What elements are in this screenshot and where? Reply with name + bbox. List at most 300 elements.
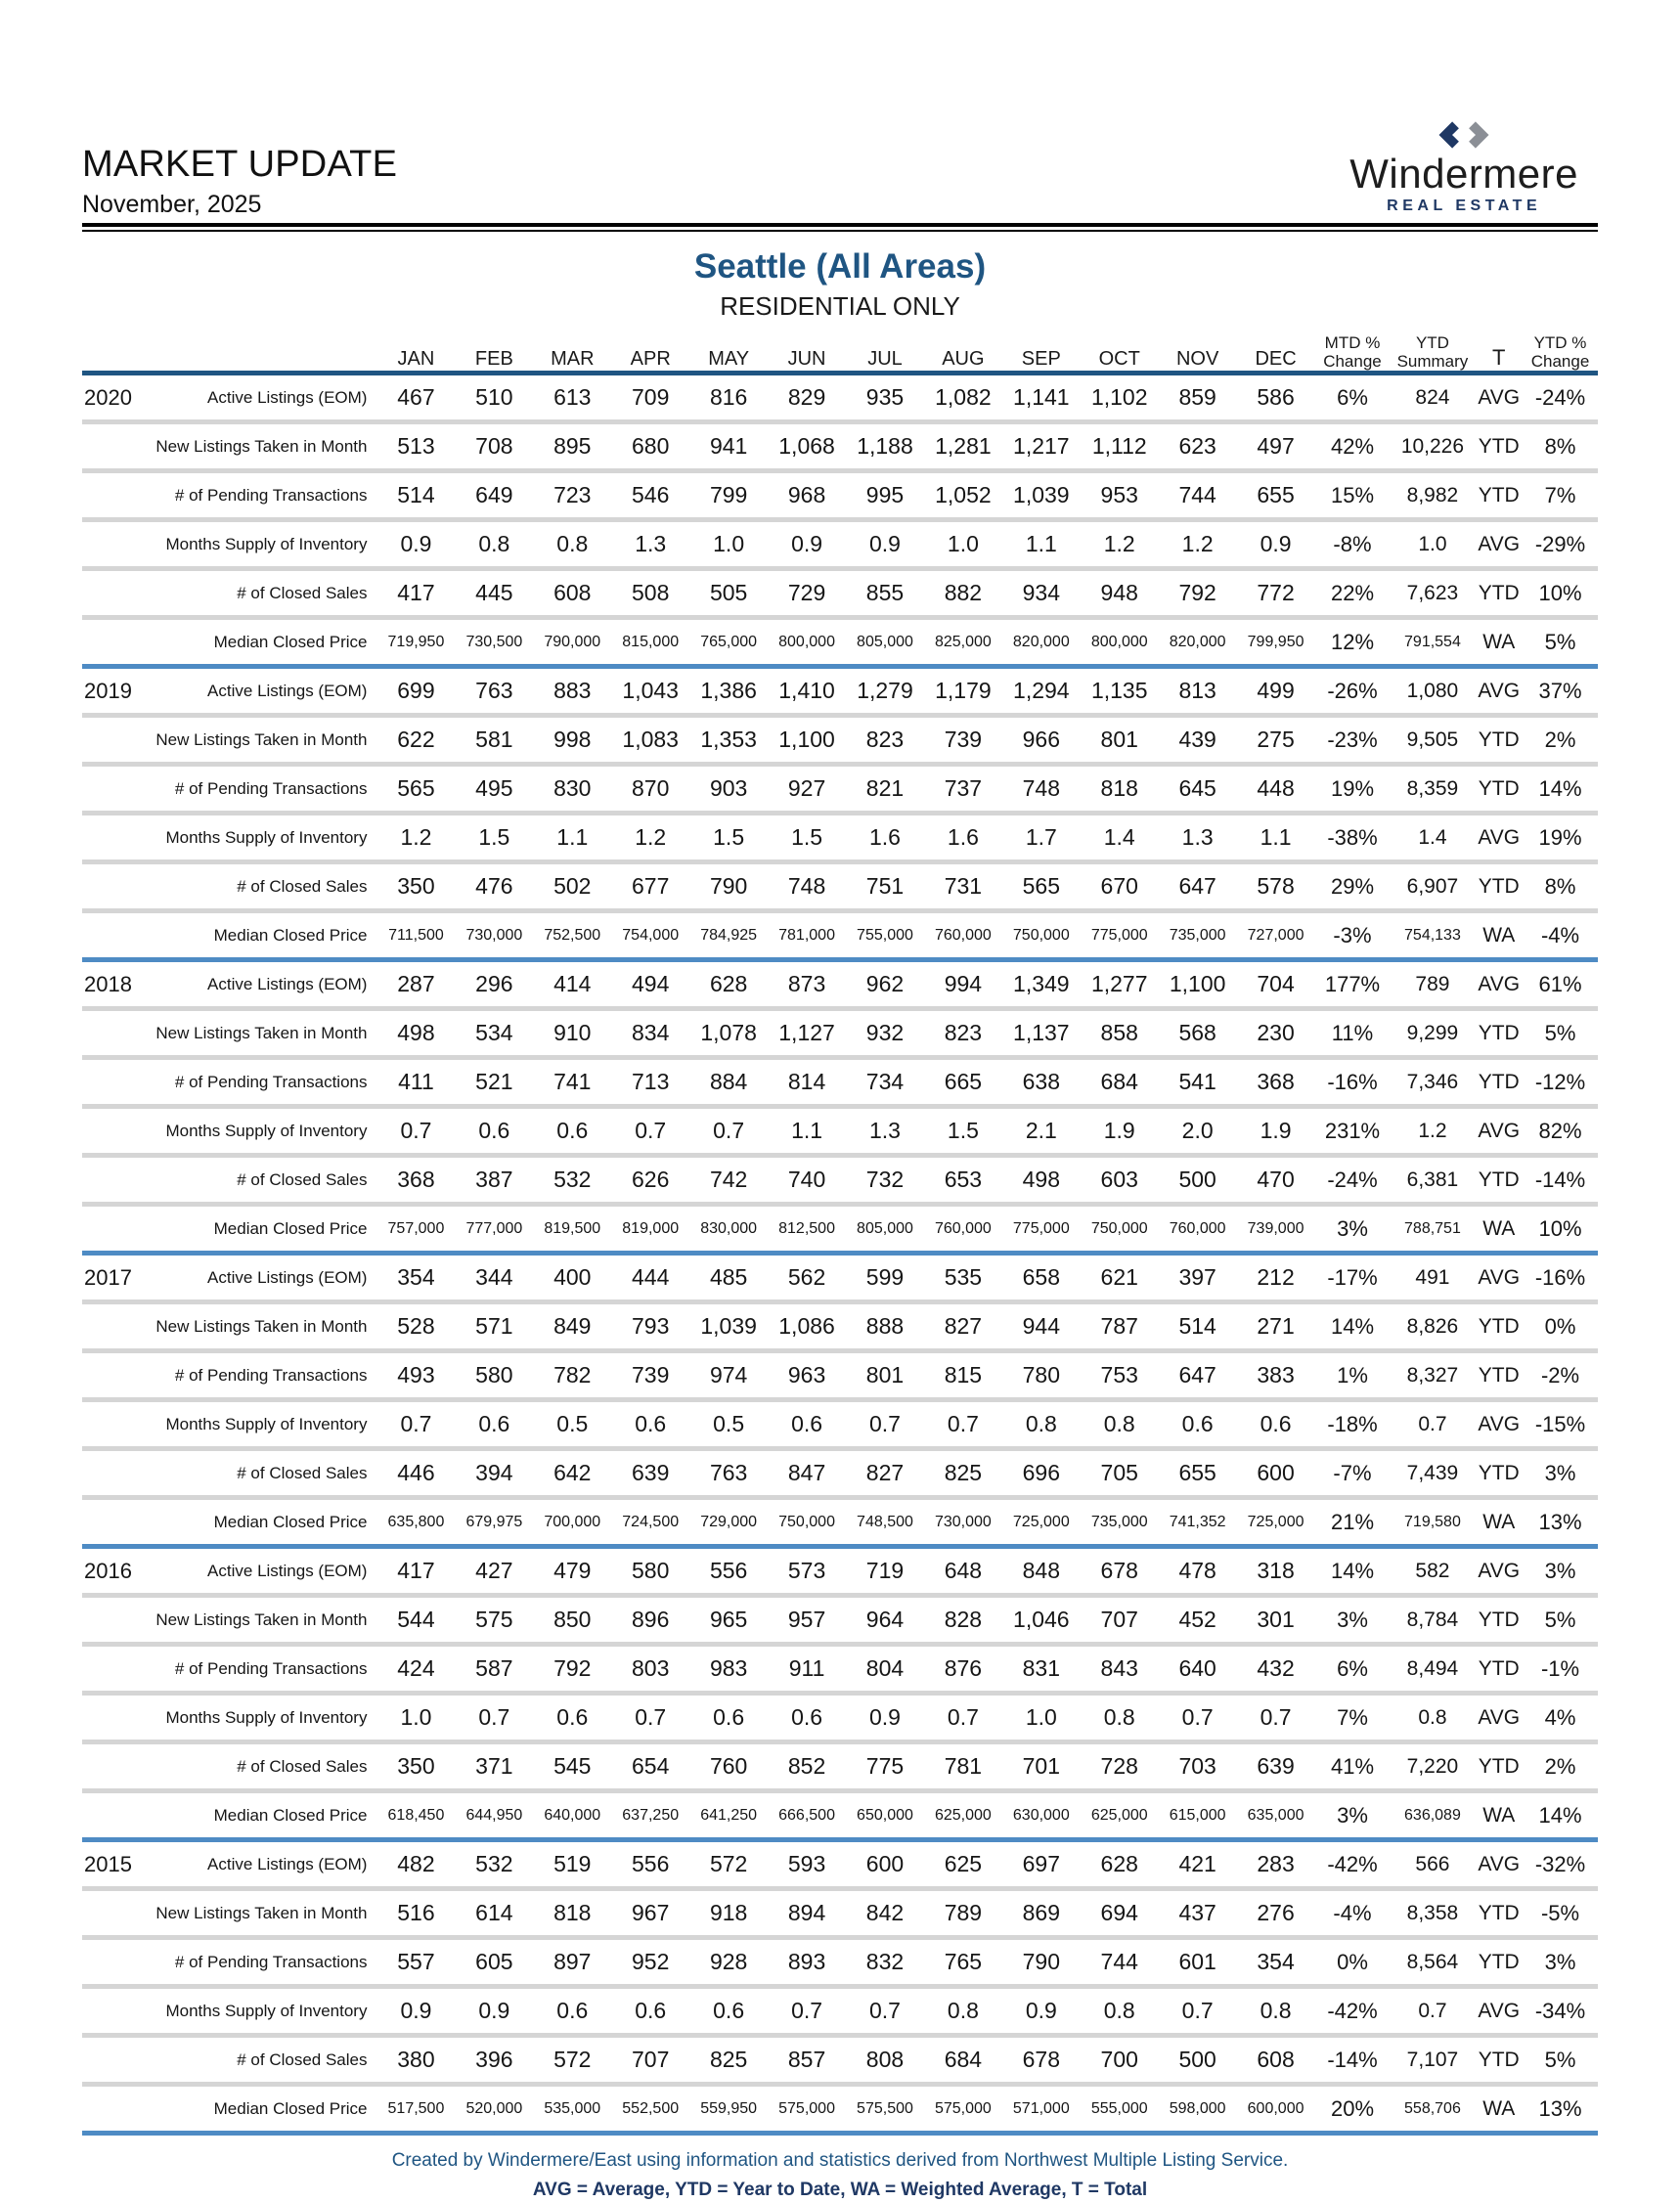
cell-jun: 0.6: [791, 1411, 823, 1437]
cell-may: 641,250: [700, 1806, 758, 1824]
cell-may: 765,000: [700, 633, 758, 650]
cell-oct: 744: [1100, 1949, 1138, 1975]
year-label-empty: [82, 1598, 140, 1642]
cell-jul: 932: [865, 1020, 905, 1046]
cell-sep: 630,000: [1012, 1806, 1070, 1824]
cell-aug: 1,082: [935, 384, 992, 411]
cell-oct: 1,102: [1090, 384, 1148, 411]
cell-aug: 0.7: [947, 1411, 979, 1437]
metric-label: Months Supply of Inventory: [165, 1414, 368, 1433]
metric-label: # of Pending Transactions: [174, 1658, 368, 1678]
cell-nov: 647: [1178, 1362, 1216, 1388]
cell-t: YTD: [1478, 1656, 1520, 1680]
cell-nov: 478: [1178, 1558, 1216, 1584]
cell-jul: 832: [865, 1949, 905, 1975]
cell-nov: 0.7: [1181, 1998, 1214, 2024]
header-title-group: [82, 146, 397, 217]
metric-label: Median Closed Price: [213, 1512, 368, 1531]
cell-feb: 521: [475, 1069, 513, 1095]
cell-t: YTD: [1478, 1950, 1520, 1973]
col-header-month-mar: MAR: [551, 348, 595, 371]
cell-apr: 815,000: [622, 633, 680, 650]
cell-dec: 799,950: [1247, 633, 1304, 650]
header-divider: [82, 223, 1598, 232]
cell-oct: 670: [1100, 873, 1138, 900]
cell-t: YTD: [1478, 874, 1520, 898]
table-row: [82, 1500, 1598, 1544]
cell-aug: 648: [944, 1558, 983, 1584]
table-row: [82, 1989, 1598, 2033]
cell-mar: 479: [553, 1558, 592, 1584]
metric-label: New Listings Taken in Month: [155, 436, 368, 456]
metric-label: # of Pending Transactions: [174, 485, 368, 505]
cell-mtd-change: 15%: [1330, 482, 1375, 507]
cell-jan: 446: [397, 1460, 435, 1486]
year-label-empty: [82, 1989, 140, 2033]
cell-aug: 1,179: [935, 678, 992, 704]
footer-source-note: Created by Windermere/East using information and statistics derived from Northwest Multiple Listing Service.: [391, 2150, 1289, 2172]
cell-mar: 572: [553, 2047, 592, 2073]
cell-aug: 876: [944, 1655, 983, 1682]
footer-legend: AVG = Average, YTD = Year to Date, WA = Weighted Average, T = Total: [532, 2179, 1148, 2200]
cell-sep: 658: [1022, 1264, 1060, 1291]
cell-dec: 578: [1257, 873, 1295, 900]
cell-jan: 354: [397, 1264, 435, 1291]
cell-nov: 601: [1178, 1949, 1216, 1975]
metric-label: # of Pending Transactions: [174, 1952, 368, 1971]
year-label-empty: [82, 1060, 140, 1104]
table-row: [82, 473, 1598, 517]
cell-aug: 737: [944, 775, 983, 802]
cell-t: AVG: [1478, 1999, 1521, 2022]
cell-apr: 1,083: [622, 727, 679, 753]
cell-feb: 730,500: [465, 633, 523, 650]
cell-jan: 565: [397, 775, 435, 802]
cell-jul: 599: [865, 1264, 905, 1291]
cell-ytd-summary: 491: [1415, 1265, 1450, 1289]
cell-t: AVG: [1478, 1119, 1521, 1142]
cell-ytd-summary: 8,494: [1406, 1656, 1459, 1680]
cell-dec: 499: [1257, 678, 1295, 704]
cell-jun: 873: [787, 971, 826, 997]
cell-mtd-change: -26%: [1327, 678, 1378, 703]
cell-mar: 998: [553, 727, 592, 753]
cell-dec: 0.9: [1260, 531, 1292, 557]
table-row: [82, 2038, 1598, 2082]
cell-oct: 1.2: [1103, 531, 1135, 557]
cell-nov: 0.7: [1181, 1704, 1214, 1731]
cell-sep: 697: [1022, 1851, 1060, 1877]
cell-apr: 494: [632, 971, 670, 997]
cell-oct: 775,000: [1090, 926, 1148, 944]
year-label-empty: [82, 1304, 140, 1348]
cell-jun: 894: [787, 1900, 826, 1926]
cell-jan: 411: [398, 1069, 434, 1095]
cell-may: 974: [709, 1362, 748, 1388]
cell-nov: 439: [1178, 727, 1216, 753]
cell-aug: 765: [944, 1949, 983, 1975]
table-row: [82, 669, 1598, 713]
cell-nov: 744: [1178, 482, 1216, 508]
cell-apr: 793: [632, 1313, 670, 1340]
cell-mar: 640,000: [544, 1806, 601, 1824]
cell-feb: 730,000: [465, 926, 523, 944]
table-body: [82, 375, 1598, 2136]
cell-oct: 1,277: [1090, 971, 1148, 997]
metric-label: Median Closed Price: [213, 2098, 368, 2118]
cell-t: YTD: [1478, 434, 1520, 458]
cell-sep: 498: [1022, 1167, 1060, 1193]
cell-jun: 927: [787, 775, 826, 802]
cell-jul: 827: [865, 1460, 905, 1486]
cell-apr: 626: [632, 1167, 670, 1193]
brand-name: Windermere: [1349, 151, 1578, 197]
col-header-year: [82, 333, 140, 371]
cell-ytd-summary: 1.0: [1418, 532, 1447, 555]
cell-jun: 857: [787, 2047, 826, 2073]
brand-tagline: REAL ESTATE: [1387, 198, 1542, 214]
cell-dec: 383: [1257, 1362, 1295, 1388]
cell-feb: 510: [475, 384, 513, 411]
table-row: [82, 1304, 1598, 1348]
cell-jul: 964: [865, 1607, 905, 1633]
table-row: [82, 1402, 1598, 1446]
cell-feb: 679,975: [465, 1513, 523, 1530]
cell-jan: 0.7: [400, 1411, 432, 1437]
table-row: [82, 1060, 1598, 1104]
year-separator: [82, 2131, 1598, 2136]
cell-may: 0.6: [713, 1998, 745, 2024]
cell-t: WA: [1482, 1216, 1516, 1240]
cell-oct: 625,000: [1090, 1806, 1148, 1824]
cell-jul: 801: [865, 1362, 905, 1388]
cell-jun: 740: [787, 1167, 826, 1193]
cell-mtd-change: -7%: [1333, 1460, 1372, 1485]
cell-mtd-change: 19%: [1330, 775, 1375, 801]
cell-oct: 1.4: [1103, 824, 1135, 851]
cell-feb: 581: [475, 727, 513, 753]
metric-label: Median Closed Price: [213, 925, 368, 945]
cell-sep: 571,000: [1012, 2099, 1070, 2117]
table-row: [82, 522, 1598, 566]
cell-t: AVG: [1478, 825, 1521, 849]
cell-aug: 823: [944, 1020, 983, 1046]
year-label-empty: [82, 1109, 140, 1153]
cell-aug: 730,000: [934, 1513, 992, 1530]
cell-sep: 869: [1022, 1900, 1060, 1926]
cell-ytd-change: 14%: [1538, 1802, 1582, 1828]
cell-dec: 318: [1257, 1558, 1295, 1584]
cell-ytd-change: 3%: [1544, 1949, 1576, 1974]
cell-oct: 700: [1100, 2047, 1138, 2073]
cell-oct: 728: [1100, 1753, 1138, 1780]
cell-sep: 944: [1022, 1313, 1060, 1340]
year-label-empty: [82, 473, 140, 517]
cell-jan: 711,500: [388, 926, 444, 944]
table-row: [82, 1793, 1598, 1837]
cell-ytd-change: 8%: [1544, 433, 1576, 459]
cell-sep: 966: [1022, 727, 1060, 753]
cell-nov: 437: [1178, 1900, 1216, 1926]
cell-jun: 812,500: [778, 1219, 835, 1237]
table-row: [82, 1940, 1598, 1984]
table-row: [82, 913, 1598, 957]
year-label-empty: [82, 1353, 140, 1397]
cell-jun: 968: [787, 482, 826, 508]
cell-t: AVG: [1478, 385, 1521, 409]
cell-may: 983: [709, 1655, 748, 1682]
cell-t: YTD: [1478, 1314, 1520, 1338]
cell-aug: 825,000: [934, 633, 992, 650]
col-header-ytd-change: YTD % Change: [1530, 333, 1590, 372]
cell-oct: 1.9: [1103, 1118, 1135, 1144]
table-row: [82, 1549, 1598, 1593]
cell-ytd-summary: 6,381: [1406, 1168, 1459, 1191]
cell-nov: 1.2: [1181, 531, 1214, 557]
cell-dec: 635,000: [1247, 1806, 1304, 1824]
cell-dec: 283: [1257, 1851, 1295, 1877]
cell-jul: 842: [865, 1900, 905, 1926]
cell-may: 556: [709, 1558, 748, 1584]
cell-nov: 640: [1178, 1655, 1216, 1682]
cell-sep: 696: [1022, 1460, 1060, 1486]
table-row: [82, 1647, 1598, 1691]
cell-feb: 614: [475, 1900, 513, 1926]
cell-may: 0.5: [713, 1411, 745, 1437]
year-label-empty: [82, 424, 140, 468]
cell-mar: 897: [553, 1949, 592, 1975]
cell-feb: 396: [475, 2047, 513, 2073]
cell-sep: 1.7: [1025, 824, 1057, 851]
cell-apr: 713: [632, 1069, 670, 1095]
cell-aug: 731: [944, 873, 983, 900]
year-label-empty: [82, 1158, 140, 1202]
cell-ytd-change: 14%: [1538, 775, 1582, 801]
cell-mar: 819,500: [544, 1219, 601, 1237]
cell-dec: 608: [1257, 2047, 1295, 2073]
cell-t: YTD: [1478, 1168, 1520, 1191]
cell-nov: 2.0: [1181, 1118, 1214, 1144]
cell-jan: 557: [397, 1949, 435, 1975]
cell-ytd-summary: 8,784: [1406, 1608, 1459, 1631]
cell-feb: 708: [475, 433, 513, 460]
cell-aug: 684: [944, 2047, 983, 2073]
metric-label: # of Closed Sales: [237, 1169, 368, 1189]
cell-feb: 0.9: [478, 1998, 510, 2024]
cell-ytd-change: 3%: [1544, 1558, 1576, 1583]
metric-label: Active Listings (EOM): [207, 1854, 368, 1873]
year-label-empty: [82, 1744, 140, 1788]
year-label-empty: [82, 1207, 140, 1251]
cell-jul: 600: [865, 1851, 905, 1877]
cell-sep: 780: [1022, 1362, 1060, 1388]
cell-sep: 1,046: [1013, 1607, 1070, 1633]
cell-t: YTD: [1478, 2048, 1520, 2071]
cell-apr: 967: [632, 1900, 670, 1926]
cell-oct: 953: [1100, 482, 1138, 508]
cell-mar: 850: [553, 1607, 592, 1633]
cell-ytd-summary: 8,327: [1406, 1363, 1459, 1387]
cell-mtd-change: -14%: [1327, 2047, 1378, 2072]
cell-ytd-summary: 7,439: [1406, 1461, 1459, 1484]
cell-may: 965: [709, 1607, 748, 1633]
metric-label: Active Listings (EOM): [207, 681, 368, 700]
cell-ytd-change: 10%: [1538, 580, 1582, 605]
cell-nov: 452: [1178, 1607, 1216, 1633]
cell-jul: 0.7: [868, 1998, 901, 2024]
cell-feb: 532: [475, 1851, 513, 1877]
cell-mar: 910: [553, 1020, 592, 1046]
cell-t: WA: [1482, 2096, 1516, 2120]
cell-ytd-summary: 566: [1415, 1852, 1450, 1875]
cell-t: YTD: [1478, 776, 1520, 800]
col-header-metric: [140, 333, 377, 371]
cell-jun: 893: [787, 1949, 826, 1975]
cell-apr: 896: [632, 1607, 670, 1633]
cell-jan: 757,000: [387, 1219, 445, 1237]
cell-ytd-summary: 8,564: [1406, 1950, 1459, 1973]
cell-feb: 777,000: [465, 1219, 523, 1237]
cell-jul: 751: [865, 873, 905, 900]
cell-jun: 666,500: [778, 1806, 835, 1824]
cell-feb: 571: [475, 1313, 513, 1340]
cell-may: 559,950: [700, 2099, 758, 2117]
metric-label: # of Closed Sales: [237, 1756, 368, 1776]
cell-feb: 534: [475, 1020, 513, 1046]
cell-t: AVG: [1478, 1265, 1521, 1289]
cell-jun: 781,000: [778, 926, 835, 944]
cell-oct: 0.8: [1103, 1411, 1135, 1437]
metric-label: # of Pending Transactions: [174, 1365, 368, 1385]
metric-label: Months Supply of Inventory: [165, 1707, 368, 1727]
cell-may: 918: [709, 1900, 748, 1926]
cell-oct: 800,000: [1090, 633, 1148, 650]
cell-may: 485: [709, 1264, 748, 1291]
cell-jan: 380: [397, 2047, 435, 2073]
cell-mtd-change: 1%: [1337, 1362, 1368, 1388]
cell-mar: 883: [553, 678, 592, 704]
table-header-row: [82, 333, 1598, 371]
table-row: [82, 864, 1598, 908]
cell-mar: 752,500: [544, 926, 601, 944]
cell-aug: 994: [944, 971, 983, 997]
cell-sep: 1,294: [1013, 678, 1070, 704]
cell-ytd-change: -16%: [1534, 1264, 1586, 1290]
cell-jun: 963: [787, 1362, 826, 1388]
cell-sep: 1,349: [1013, 971, 1070, 997]
cell-jan: 424: [397, 1655, 435, 1682]
cell-mtd-change: 14%: [1330, 1313, 1375, 1339]
cell-ytd-change: -34%: [1534, 1998, 1586, 2023]
cell-jan: 514: [397, 482, 435, 508]
metric-label: Active Listings (EOM): [207, 387, 368, 407]
cell-mtd-change: 12%: [1330, 629, 1375, 654]
cell-nov: 514: [1178, 1313, 1216, 1340]
cell-mtd-change: -42%: [1327, 1851, 1378, 1876]
cell-apr: 707: [632, 2047, 670, 2073]
year-label-empty: [82, 1500, 140, 1544]
cell-may: 572: [709, 1851, 748, 1877]
cell-t: AVG: [1478, 972, 1521, 995]
year-label-2017: 2017: [84, 1264, 132, 1290]
cell-jan: 517,500: [387, 2099, 445, 2117]
cell-ytd-summary: 7,107: [1406, 2048, 1459, 2071]
cell-ytd-summary: 582: [1415, 1559, 1450, 1582]
cell-dec: 497: [1257, 433, 1295, 460]
cell-sep: 1.0: [1025, 1704, 1057, 1731]
cell-jul: 888: [865, 1313, 905, 1340]
cell-t: YTD: [1478, 1021, 1520, 1044]
cell-oct: 948: [1100, 580, 1138, 606]
year-label-empty: [82, 571, 140, 615]
cell-apr: 0.7: [635, 1118, 667, 1144]
cell-mar: 790,000: [544, 633, 601, 650]
cell-feb: 587: [475, 1655, 513, 1682]
cell-aug: 1.0: [947, 531, 979, 557]
cell-jun: 729: [787, 580, 826, 606]
cell-oct: 818: [1100, 775, 1138, 802]
cell-t: WA: [1482, 630, 1516, 653]
cell-mar: 0.6: [556, 1704, 589, 1731]
cell-t: YTD: [1478, 727, 1520, 751]
cell-oct: 684: [1100, 1069, 1138, 1095]
cell-nov: 735,000: [1169, 926, 1226, 944]
cell-ytd-change: 10%: [1538, 1215, 1582, 1241]
cell-nov: 0.6: [1181, 1411, 1214, 1437]
cell-oct: 1,135: [1090, 678, 1148, 704]
cell-mar: 0.6: [556, 1118, 589, 1144]
cell-jun: 0.7: [791, 1998, 823, 2024]
cell-nov: 703: [1178, 1753, 1216, 1780]
cell-jul: 805,000: [857, 1219, 913, 1237]
cell-jul: 748,500: [857, 1513, 913, 1530]
cell-ytd-summary: 719,580: [1404, 1513, 1461, 1530]
cell-jul: 805,000: [857, 633, 913, 650]
cell-may: 1.0: [713, 531, 745, 557]
cell-mar: 741: [553, 1069, 592, 1095]
cell-mar: 608: [553, 580, 592, 606]
cell-dec: 448: [1257, 775, 1295, 802]
cell-jan: 1.2: [400, 824, 432, 851]
cell-mar: 1.1: [556, 824, 589, 851]
cell-nov: 647: [1178, 873, 1216, 900]
cell-mtd-change: 42%: [1330, 433, 1375, 459]
cell-ytd-summary: 788,751: [1404, 1219, 1461, 1237]
cell-sep: 790: [1022, 1949, 1060, 1975]
cell-feb: 580: [475, 1362, 513, 1388]
cell-sep: 638: [1022, 1069, 1060, 1095]
cell-dec: 655: [1257, 482, 1295, 508]
cell-t: AVG: [1478, 1852, 1521, 1875]
cell-nov: 623: [1178, 433, 1216, 460]
cell-sep: 775,000: [1012, 1219, 1070, 1237]
cell-mar: 0.5: [556, 1411, 589, 1437]
cell-ytd-summary: 8,826: [1406, 1314, 1459, 1338]
cell-mar: 830: [553, 775, 592, 802]
cell-ytd-change: 5%: [1544, 2047, 1576, 2072]
cell-oct: 0.8: [1103, 1998, 1135, 2024]
cell-dec: 586: [1257, 384, 1295, 411]
cell-may: 1,353: [700, 727, 757, 753]
cell-sep: 1,039: [1013, 482, 1070, 508]
metric-label: Months Supply of Inventory: [165, 827, 368, 847]
cell-ytd-change: -4%: [1540, 922, 1580, 947]
cell-jan: 417: [397, 580, 435, 606]
cell-apr: 0.7: [635, 1704, 667, 1731]
cell-mar: 895: [553, 433, 592, 460]
cell-feb: 445: [475, 580, 513, 606]
cell-may: 1,078: [700, 1020, 757, 1046]
